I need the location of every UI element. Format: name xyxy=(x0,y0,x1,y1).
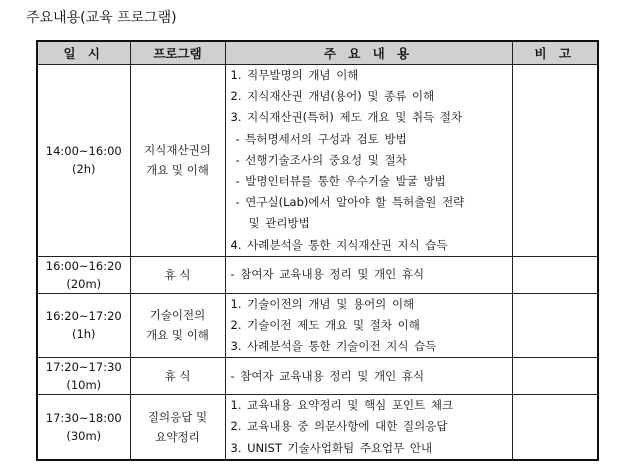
content-cell xyxy=(225,65,512,257)
program-label: 기술이전의 xyxy=(149,308,206,323)
content-line: 4. 사례분석을 통한 지식재산권 지식 습득 xyxy=(230,237,448,252)
content-line: - 특허명세서의 구성과 검토 방법 xyxy=(235,131,407,146)
content-cell xyxy=(225,358,512,395)
content-line: 3. 지식재산권(특허) 제도 개요 및 취득 절차 xyxy=(230,110,463,125)
remark-cell xyxy=(512,358,598,395)
content-line: 2. 기술이전 제도 개요 및 절차 이해 xyxy=(230,317,420,332)
program-cell xyxy=(130,358,225,395)
program-cell xyxy=(130,65,225,257)
program-label: 질의응답 및 xyxy=(147,410,208,425)
table-row xyxy=(37,358,598,395)
program-label: 지식재산권의 xyxy=(144,143,211,158)
content-cell xyxy=(225,293,512,358)
time-cell xyxy=(37,293,130,358)
content-cell xyxy=(225,256,512,293)
program-table xyxy=(36,40,599,461)
content-line: 1. 교육내용 요약정리 및 핵심 포인트 체크 xyxy=(230,398,454,413)
header-content: 주 요 내 용 xyxy=(225,41,512,65)
table-row xyxy=(37,395,598,460)
content-line: 및 관리방법 xyxy=(248,216,310,231)
time-range: 14:00~16:00 xyxy=(45,144,122,159)
time-duration: (1h) xyxy=(71,327,96,342)
content-line: - 참여자 교육내용 정리 및 개인 휴식 xyxy=(230,267,425,282)
time-duration: (20m) xyxy=(66,276,102,291)
content-line: 1. 기술이전의 개념 및 용어의 이해 xyxy=(230,296,415,311)
program-cell xyxy=(130,256,225,293)
program-cell xyxy=(130,293,225,358)
remark-cell xyxy=(512,256,598,293)
program-label: 휴 식 xyxy=(164,267,191,282)
table-header-row xyxy=(37,41,598,65)
header-remark: 비 고 xyxy=(512,41,598,65)
header-date: 일 시 xyxy=(37,41,130,65)
remark-cell xyxy=(512,293,598,358)
time-range: 16:00~16:20 xyxy=(45,258,122,273)
time-duration: (30m) xyxy=(66,429,102,444)
time-cell xyxy=(37,65,130,257)
remark-cell xyxy=(512,65,598,257)
time-cell xyxy=(37,395,130,460)
content-line: - 연구실(Lab)에서 알아야 할 특허출원 전략 xyxy=(235,195,465,210)
table-row xyxy=(37,256,598,293)
content-line: 1. 직무발명의 개념 이해 xyxy=(230,68,359,82)
content-cell xyxy=(225,395,512,460)
time-duration: (10m) xyxy=(66,378,102,393)
content-line: 3. 사례분석을 통한 기술이전 지식 습득 xyxy=(230,339,437,354)
content-line: - 발명인터뷰를 통한 우수기술 발굴 방법 xyxy=(235,173,446,188)
header-program: 프로그램 xyxy=(130,41,225,65)
table-row xyxy=(37,293,598,358)
table-row xyxy=(37,65,598,257)
program-label: 요약정리 xyxy=(155,430,200,445)
time-range: 17:30~18:00 xyxy=(45,411,122,426)
time-duration: (2h) xyxy=(71,162,96,177)
content-line: - 참여자 교육내용 정리 및 개인 휴식 xyxy=(230,368,425,383)
time-range: 17:20~17:30 xyxy=(45,360,122,375)
program-label: 휴 식 xyxy=(164,369,191,384)
content-line: 2. 지식재산권 개념(용어) 및 종류 이해 xyxy=(230,89,435,104)
page-title: 주요내용(교육 프로그램) xyxy=(26,10,177,26)
time-cell xyxy=(37,358,130,395)
content-line: 2. 교육내용 중 의문사항에 대한 질의응답 xyxy=(230,419,448,434)
content-line: 3. UNIST 기술사업화팀 주요업무 안내 xyxy=(230,440,433,455)
remark-cell xyxy=(512,395,598,460)
time-range: 16:20~17:20 xyxy=(45,309,122,324)
program-label: 개요 및 이해 xyxy=(146,163,209,178)
program-cell xyxy=(130,395,225,460)
time-cell xyxy=(37,256,130,293)
program-label: 개요 및 이해 xyxy=(146,328,209,343)
content-line: - 선행기술조사의 중요성 및 절차 xyxy=(235,152,407,167)
